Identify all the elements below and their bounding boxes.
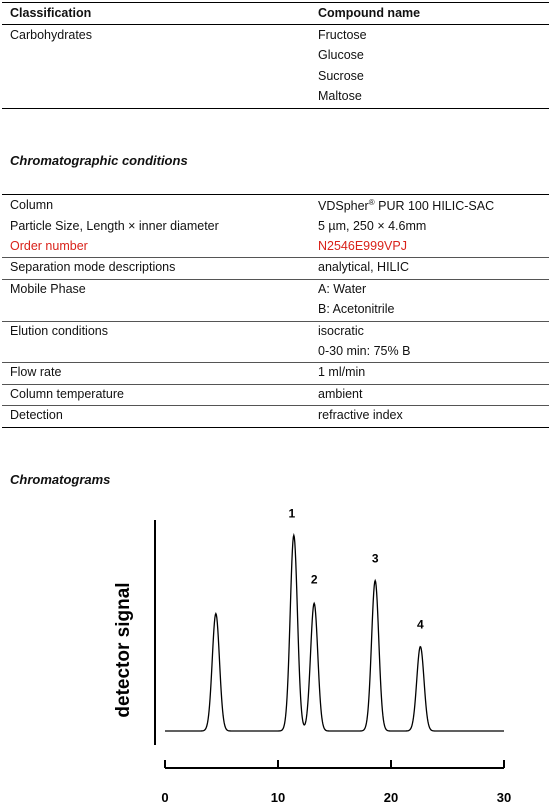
compound-name: Fructose: [318, 28, 367, 42]
condition-value-particle-size: 5 µm, 250 × 4.6mm: [318, 219, 427, 233]
condition-label-column: Column: [10, 198, 54, 212]
condition-label-column-temperature: Column temperature: [10, 387, 124, 401]
condition-label-separation-mode: Separation mode descriptions: [10, 260, 176, 274]
x-tick-label: 10: [270, 790, 286, 805]
header-classification: Classification: [10, 6, 92, 20]
condition-label-order-number: Order number: [10, 239, 88, 253]
y-axis-label: detector signal: [113, 582, 134, 718]
condition-value-column-temperature: ambient: [318, 387, 363, 401]
condition-value-flow-rate: 1 ml/min: [318, 365, 366, 379]
condition-value-separation-mode: analytical, HILIC: [318, 260, 410, 274]
condition-value-mobile-phase-b: B: Acetonitrile: [318, 302, 395, 316]
condition-label-detection: Detection: [10, 408, 63, 422]
peak-label: 1: [288, 506, 296, 521]
x-tick-label: 30: [496, 790, 512, 805]
condition-value-column: VDSpher® PUR 100 HILIC-SAC: [318, 198, 495, 214]
x-tick-label: 20: [383, 790, 399, 805]
chromatograms-title: Chromatograms: [10, 472, 111, 487]
peak-label: 3: [371, 551, 379, 566]
compound-name: Maltose: [318, 89, 362, 103]
condition-label-elution: Elution conditions: [10, 324, 108, 338]
x-tick-label: 0: [161, 790, 169, 805]
condition-label-mobile-phase: Mobile Phase: [10, 282, 86, 296]
condition-value-mobile-phase-a: A: Water: [318, 282, 367, 296]
condition-value-detection: refractive index: [318, 408, 403, 422]
chromatogram-trace: [165, 535, 504, 731]
condition-value-elution: isocratic: [318, 324, 364, 338]
compound-name: Glucose: [318, 48, 364, 62]
peak-label: 2: [310, 572, 318, 587]
conditions-title: Chromatographic conditions: [10, 153, 188, 168]
condition-value-order-number: N2546E999VPJ: [318, 239, 407, 253]
condition-label-flow-rate: Flow rate: [10, 365, 62, 379]
header-compound-name: Compound name: [318, 6, 421, 20]
classification-value: Carbohydrates: [10, 28, 92, 42]
peak-label: 4: [417, 617, 424, 632]
condition-value-elution-program: 0-30 min: 75% B: [318, 344, 411, 358]
chart-plot-area: [155, 506, 511, 805]
condition-label-particle-size: Particle Size, Length × inner diameter: [10, 219, 219, 233]
compound-name: Sucrose: [318, 69, 364, 83]
